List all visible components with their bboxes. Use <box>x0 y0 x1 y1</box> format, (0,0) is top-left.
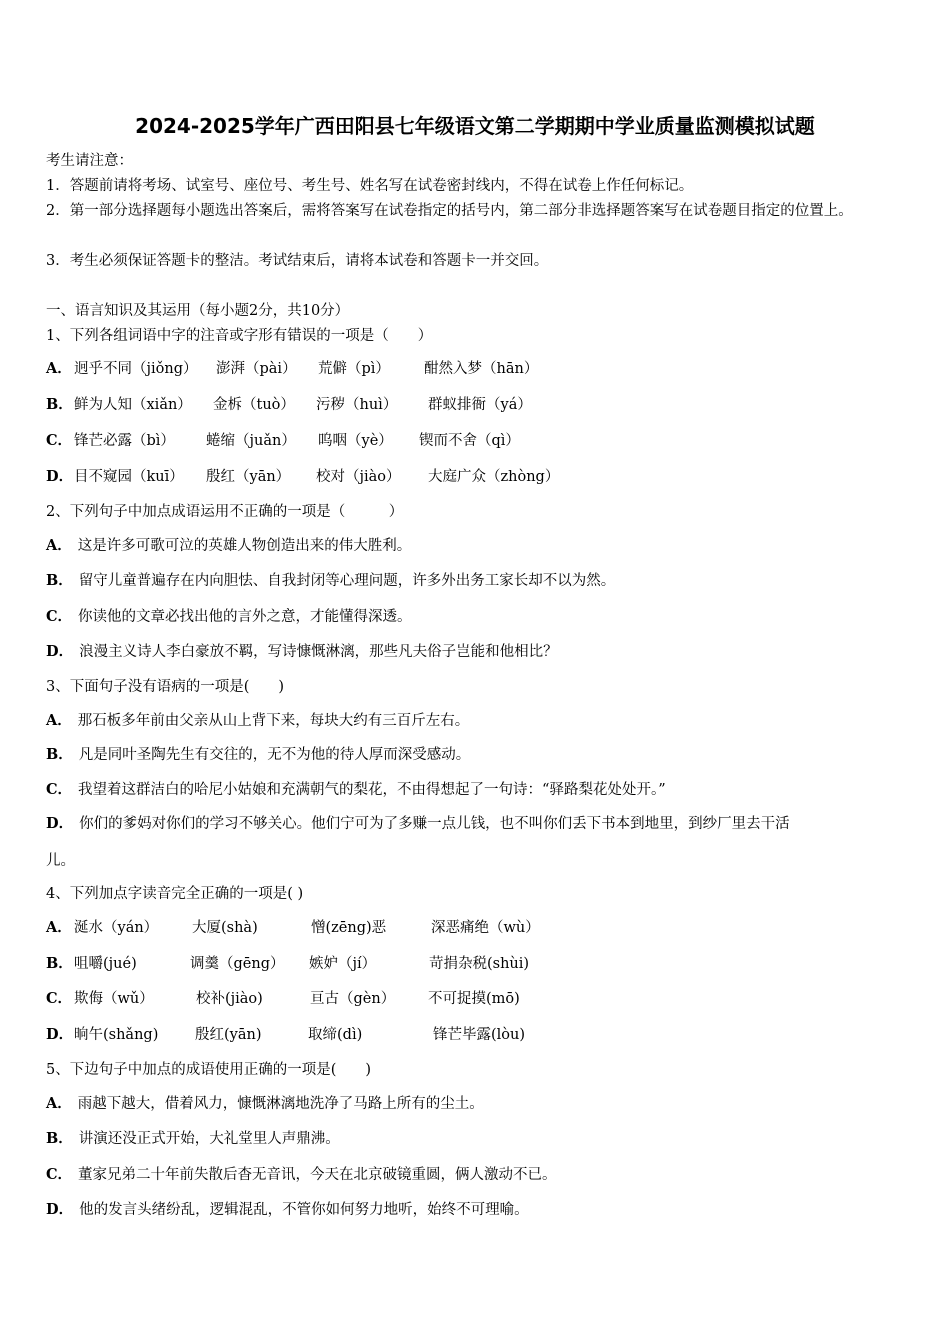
option-letter: B． <box>46 955 73 972</box>
question-2-stem: 2、下列句子中加点成语运用不正确的一项是（ ） <box>46 504 404 520</box>
option-text: 金柝（tuò） <box>213 397 295 413</box>
question-5-option-a[interactable] <box>46 1093 484 1115</box>
option-text: 锲而不舍（qì） <box>419 433 520 449</box>
option-letter: B． <box>46 746 73 763</box>
option-text: 蜷缩（juǎn） <box>206 433 296 449</box>
question-5-stem: 5、下边句子中加点的成语使用正确的一项是( ) <box>46 1062 372 1078</box>
option-text: 呜咽（yè） <box>318 433 393 449</box>
notice-heading: 考生请注意： <box>46 153 133 169</box>
option-text: 雨越下越大，借着风力，慷慨淋漓地洗净了马路上所有的尘土。 <box>77 1096 484 1112</box>
section-heading: 一、语言知识及其运用（每小题2分，共10分） <box>46 303 350 319</box>
option-text: 你读他的文章必找出他的言外之意，才能懂得深透。 <box>78 609 412 625</box>
question-5-option-c[interactable] <box>46 1164 557 1186</box>
option-text: 晌午(shǎng) <box>74 1027 159 1043</box>
option-text: 群蚁排衙（yá） <box>428 397 532 413</box>
page-title: 2024-2025学年广西田阳县七年级语文第二学期期中学业质量监测模拟试题 <box>135 114 815 138</box>
option-text: 殷红（yān） <box>206 469 291 485</box>
option-text: 校补(jiào) <box>196 991 263 1007</box>
option-letter: C． <box>46 990 73 1007</box>
option-text: 酣然入梦（hān） <box>424 361 539 377</box>
option-letter: D． <box>46 643 74 660</box>
option-letter: D． <box>46 468 74 485</box>
option-letter: D． <box>46 1201 74 1218</box>
option-text: 咀嚼(jué) <box>74 956 137 972</box>
question-2-option-c[interactable] <box>46 606 412 628</box>
option-text: 校对（jiào） <box>316 469 401 485</box>
option-text: 不可捉摸(mō) <box>428 991 520 1007</box>
option-letter: B． <box>46 1130 73 1147</box>
option-letter: A． <box>46 537 72 554</box>
question-5-option-d[interactable] <box>46 1199 529 1221</box>
question-1-stem: 1、下列各组词语中字的注音或字形有错误的一项是（ ） <box>46 328 433 344</box>
option-letter: D． <box>46 815 74 832</box>
question-2-option-b[interactable] <box>46 570 615 592</box>
option-text: 污秽（huì） <box>316 397 398 413</box>
option-text: 董家兄弟二十年前失散后杳无音讯，今天在北京破镜重圆，俩人激动不已。 <box>78 1167 557 1183</box>
option-text: 荒僻（pì） <box>318 361 390 377</box>
question-3-option-d[interactable] <box>46 813 790 835</box>
option-text: 涎水（yán） <box>74 920 159 936</box>
option-text: 调羹（gēng） <box>190 956 285 972</box>
notice-item-3: 3．考生必须保证答题卡的整洁。考试结束后，请将本试卷和答题卡一并交回。 <box>46 253 549 269</box>
option-text: 迥乎不同（jiǒng） <box>74 361 198 377</box>
question-3-option-d-continued: 儿。 <box>46 853 75 869</box>
option-letter: B． <box>46 572 73 589</box>
notice-item-1: 1．答题前请将考场、试室号、座位号、考生号、姓名写在试卷密封线内，不得在试卷上作任何标记。 <box>46 178 694 194</box>
option-letter: C． <box>46 781 73 798</box>
option-text: 锋芒毕露(lòu) <box>433 1027 526 1043</box>
option-letter: A． <box>46 712 72 729</box>
question-5-option-b[interactable] <box>46 1128 340 1150</box>
question-4-stem: 4、下列加点字读音完全正确的一项是( ) <box>46 886 304 902</box>
option-text: 留守儿童普遍存在内向胆怯、自我封闭等心理问题，许多外出务工家长却不以为然。 <box>78 573 616 589</box>
option-text: 浪漫主义诗人李白豪放不羁，写诗慷慨淋漓，那些凡夫俗子岂能和他相比？ <box>79 644 558 660</box>
option-text: 我望着这群洁白的哈尼小姑娘和充满朝气的梨花，不由得想起了一句诗：“驿路梨花处处开。” <box>78 782 666 798</box>
option-letter: C． <box>46 608 73 625</box>
option-text: 你们的爹妈对你们的学习不够关心。他们宁可为了多赚一点儿钱，也不叫你们丢下书本到地里，到纱厂里去干活 <box>79 816 790 832</box>
option-text: 那石板多年前由父亲从山上背下来，每块大约有三百斤左右。 <box>77 713 470 729</box>
question-2-option-a[interactable] <box>46 535 411 557</box>
option-text: 他的发言头绪纷乱，逻辑混乱，不管你如何努力地听，始终不可理喻。 <box>79 1202 529 1218</box>
option-text: 深恶痛绝（wù） <box>431 920 540 936</box>
option-letter: A． <box>46 360 72 377</box>
question-3-option-c[interactable] <box>46 779 666 801</box>
option-letter: B． <box>46 396 73 413</box>
question-2-option-d[interactable] <box>46 641 558 663</box>
option-text: 殷红(yān) <box>195 1027 262 1043</box>
option-text: 欺侮（wǔ） <box>74 991 154 1007</box>
option-text: 鲜为人知（xiǎn） <box>74 397 192 413</box>
option-text: 大庭广众（zhòng） <box>428 469 560 485</box>
option-text: 目不窥园（kuī） <box>74 469 184 485</box>
option-text: 憎(zēng)恶 <box>311 920 387 936</box>
option-text: 这是许多可歌可泣的英雄人物创造出来的伟大胜利。 <box>77 538 412 554</box>
option-text: 锋芒必露（bì） <box>74 433 175 449</box>
option-letter: A． <box>46 1095 72 1112</box>
question-3-stem: 3、下面句子没有语病的一项是( ) <box>46 679 285 695</box>
option-letter: C． <box>46 1166 73 1183</box>
option-text: 讲演还没正式开始，大礼堂里人声鼎沸。 <box>78 1131 340 1147</box>
option-text: 嫉妒（jí） <box>309 956 377 972</box>
option-letter: A． <box>46 919 72 936</box>
option-text: 凡是同叶圣陶先生有交往的，无不为他的待人厚而深受感动。 <box>78 747 471 763</box>
option-text: 亘古（gèn） <box>310 991 396 1007</box>
option-text: 大厦(shà) <box>192 920 258 936</box>
question-4-option-a[interactable] <box>46 917 78 939</box>
question-3-option-a[interactable] <box>46 710 469 732</box>
notice-item-2: 2．第一部分选择题每小题选出答案后，需将答案写在试卷指定的括号内，第二部分非选择题答案写在试卷题目指定的位置上。 <box>46 203 853 219</box>
option-text: 取缔(dì) <box>308 1027 363 1043</box>
option-text: 苛捐杂税(shùi) <box>429 956 530 972</box>
question-1-option-a[interactable] <box>46 358 78 380</box>
option-letter: D． <box>46 1026 74 1043</box>
option-letter: C． <box>46 432 73 449</box>
question-3-option-b[interactable] <box>46 744 470 766</box>
option-text: 澎湃（pài） <box>216 361 297 377</box>
